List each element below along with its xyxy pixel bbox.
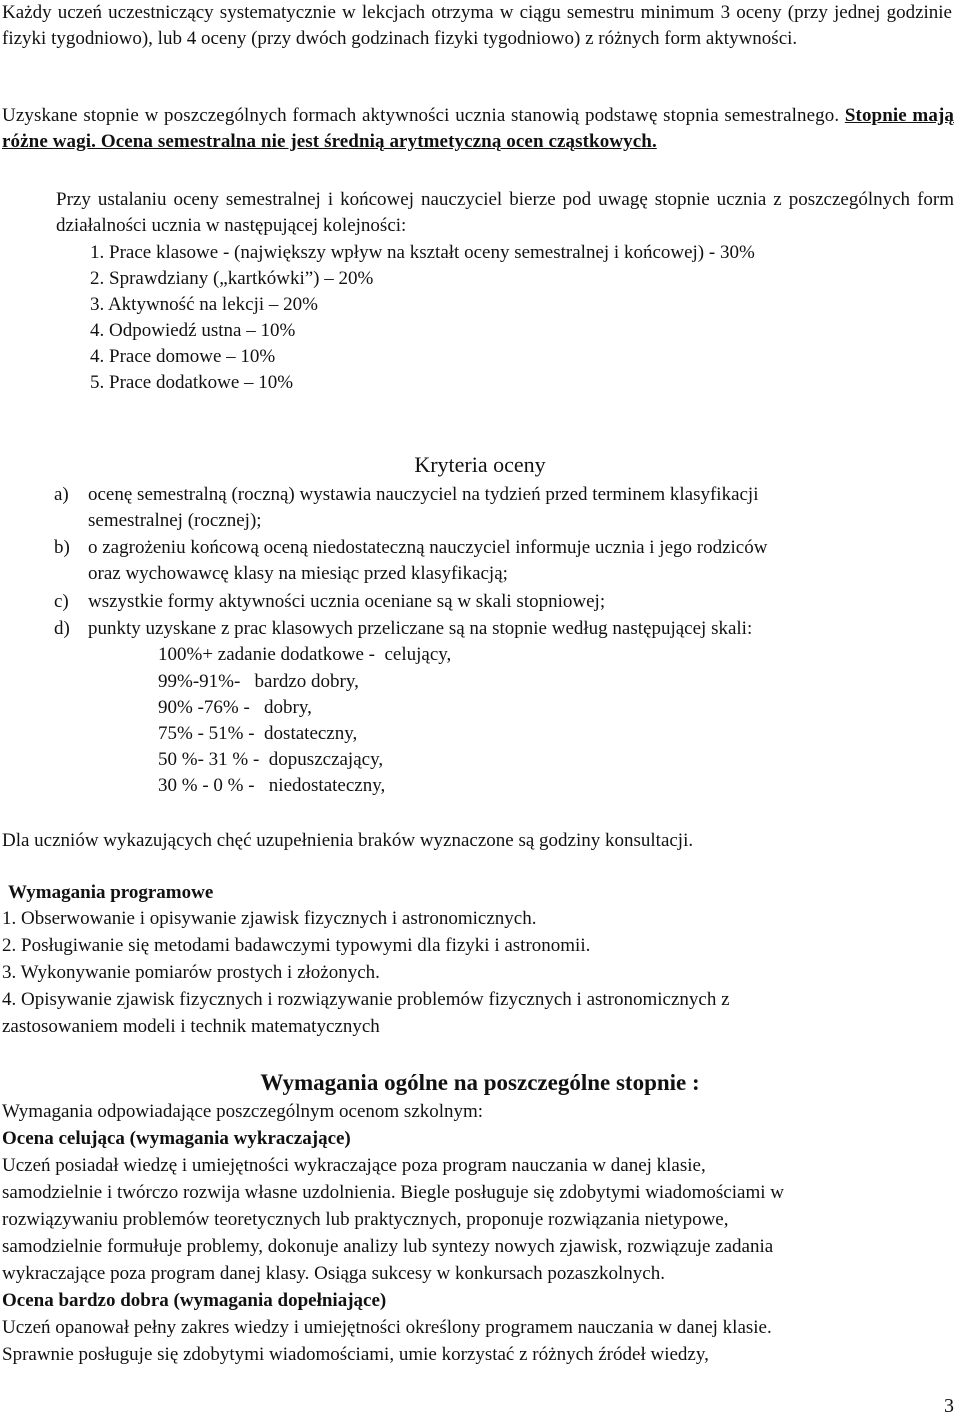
program-item: 4. Opisywanie zjawisk fizycznych i rozwiązywanie problemów fizycznych i astronomicznych z xyxy=(2,989,730,1010)
intro-paragraph-2-text: Uzyskane stopnie w poszczególnych formach aktywności ucznia stanowią podstawę stopnia semestralnego. xyxy=(2,105,845,126)
program-item: 2. Posługiwanie się metodami badawczymi typowymi dla fizyki i astronomii. xyxy=(2,935,591,956)
grade-bardzo-dobra-line: Sprawnie posługuje się zdobytymi wiadomościami, umie korzystać z różnych źródeł wiedzy, xyxy=(2,1344,709,1365)
program-item: 3. Wykonywanie pomiarów prostych i złożonych. xyxy=(2,962,380,983)
grade-celujaca-title: Ocena celująca (wymagania wykraczające) xyxy=(2,1128,351,1149)
criteria-letter: d) xyxy=(54,618,70,639)
program-title: Wymagania programowe xyxy=(8,882,214,903)
criteria-letter: b) xyxy=(54,537,70,558)
grade-bardzo-dobra-line: Uczeń opanował pełny zakres wiedzy i umiejętności określony programem nauczania w danej klasie. xyxy=(2,1317,772,1338)
intro-paragraph-2-bold: Stopnie mają różne wagi. Ocena semestralna nie jest średnią arytmetyczną ocen cząstkowych. xyxy=(2,105,954,152)
grade-scale-row: 100%+ zadanie dodatkowe - celujący, xyxy=(158,644,452,665)
grade-celujaca-line: wykraczające poza program danej klasy. Osiąga sukcesy w konkursach pozaszkolnych. xyxy=(2,1263,665,1284)
grade-celujaca-line: rozwiązywaniu problemów teoretycznych lub praktycznych, proponuje rozwiązania nietypowe, xyxy=(2,1209,729,1230)
grade-bardzo-dobra-title: Ocena bardzo dobra (wymagania dopełniające) xyxy=(2,1290,387,1311)
weights-item: 1. Prace klasowe - (największy wpływ na kształt oceny semestralnej i końcowej) - 30% xyxy=(90,242,755,263)
grade-celujaca-line: samodzielnie i twórczo rozwija własne uzdolnienia. Biegle posługuje się zdobytymi wiadomościami w xyxy=(2,1182,784,1203)
intro-paragraph-3: Przy ustalaniu oceny semestralnej i końcowej nauczyciel bierze pod uwagę stopnie ucznia z poszczególnych form działalności ucznia w następującej kolejności: xyxy=(56,189,954,236)
criteria-line: oraz wychowawcę klasy na miesiąc przed klasyfikacją; xyxy=(88,563,508,584)
weights-item: 3. Aktywność na lekcji – 20% xyxy=(90,294,318,315)
general-section xyxy=(2,1099,952,1389)
criteria-line: o zagrożeniu końcową oceną niedostateczną nauczyciel informuje ucznia i jego rodziców xyxy=(88,537,768,558)
grade-scale-row: 50 %- 31 % - dopuszczający, xyxy=(158,749,384,770)
criteria-line: ocenę semestralną (roczną) wystawia nauczyciel na tydzień przed terminem klasyfikacji xyxy=(88,484,759,505)
program-item: zastosowaniem modeli i technik matematycznych xyxy=(2,1016,380,1037)
criteria-title: Kryteria oceny xyxy=(414,452,546,477)
criteria-item-c xyxy=(54,589,934,615)
general-title: Wymagania ogólne na poszczególne stopnie : xyxy=(260,1070,700,1095)
general-intro: Wymagania odpowiadające poszczególnym ocenom szkolnym: xyxy=(2,1101,484,1122)
criteria-item-a xyxy=(54,482,934,536)
weights-item: 5. Prace dodatkowe – 10% xyxy=(90,372,294,393)
criteria-letter: a) xyxy=(54,484,69,505)
page-number: 3 xyxy=(944,1395,954,1417)
criteria-item-b xyxy=(54,535,934,589)
criteria-item-d xyxy=(54,616,934,642)
intro-paragraph-1: Każdy uczeń uczestniczący systematycznie w lekcjach otrzyma w ciągu semestru minimum 3 oceny (przy jednej godzinie fizyki tygodniowo), lub 4 oceny (przy dwóch godzinach fizyki tygodniowo) z różnych form aktywności. xyxy=(2,2,952,49)
weights-list xyxy=(90,240,940,400)
criteria-text: wszystkie formy aktywności ucznia oceniane są w skali stopniowej; xyxy=(88,591,606,612)
grade-celujaca-line: Uczeń posiadał wiedzę i umiejętności wykraczające poza program nauczania w danej klasie, xyxy=(2,1155,706,1176)
weights-item: 4. Prace domowe – 10% xyxy=(90,346,276,367)
criteria-text xyxy=(88,482,934,534)
criteria-letter: c) xyxy=(54,591,69,612)
weights-item: 2. Sprawdziany („kartkówki”) – 20% xyxy=(90,268,374,289)
weights-item: 4. Odpowiedź ustna – 10% xyxy=(90,320,296,341)
grade-scale-row: 99%-91%- bardzo dobry, xyxy=(158,671,359,692)
grade-scale-row: 75% - 51% - dostateczny, xyxy=(158,723,358,744)
consultation-note: Dla uczniów wykazujących chęć uzupełnienia braków wyznaczone są godziny konsultacji. xyxy=(2,830,694,851)
criteria-line: semestralnej (rocznej); xyxy=(88,510,262,531)
grade-scale-row: 30 % - 0 % - niedostateczny, xyxy=(158,775,386,796)
intro-paragraph-2 xyxy=(2,103,954,155)
criteria-text: punkty uzyskane z prac klasowych przeliczane są na stopnie według następującej skali: xyxy=(88,618,753,639)
grade-scale-row: 90% -76% - dobry, xyxy=(158,697,312,718)
program-item: 1. Obserwowanie i opisywanie zjawisk fizycznych i astronomicznych. xyxy=(2,908,537,929)
grade-celujaca-line: samodzielnie formułuje problemy, dokonuje analizy lub syntezy nowych zjawisk, rozwiązuje zadania xyxy=(2,1236,774,1257)
criteria-text xyxy=(88,535,934,587)
